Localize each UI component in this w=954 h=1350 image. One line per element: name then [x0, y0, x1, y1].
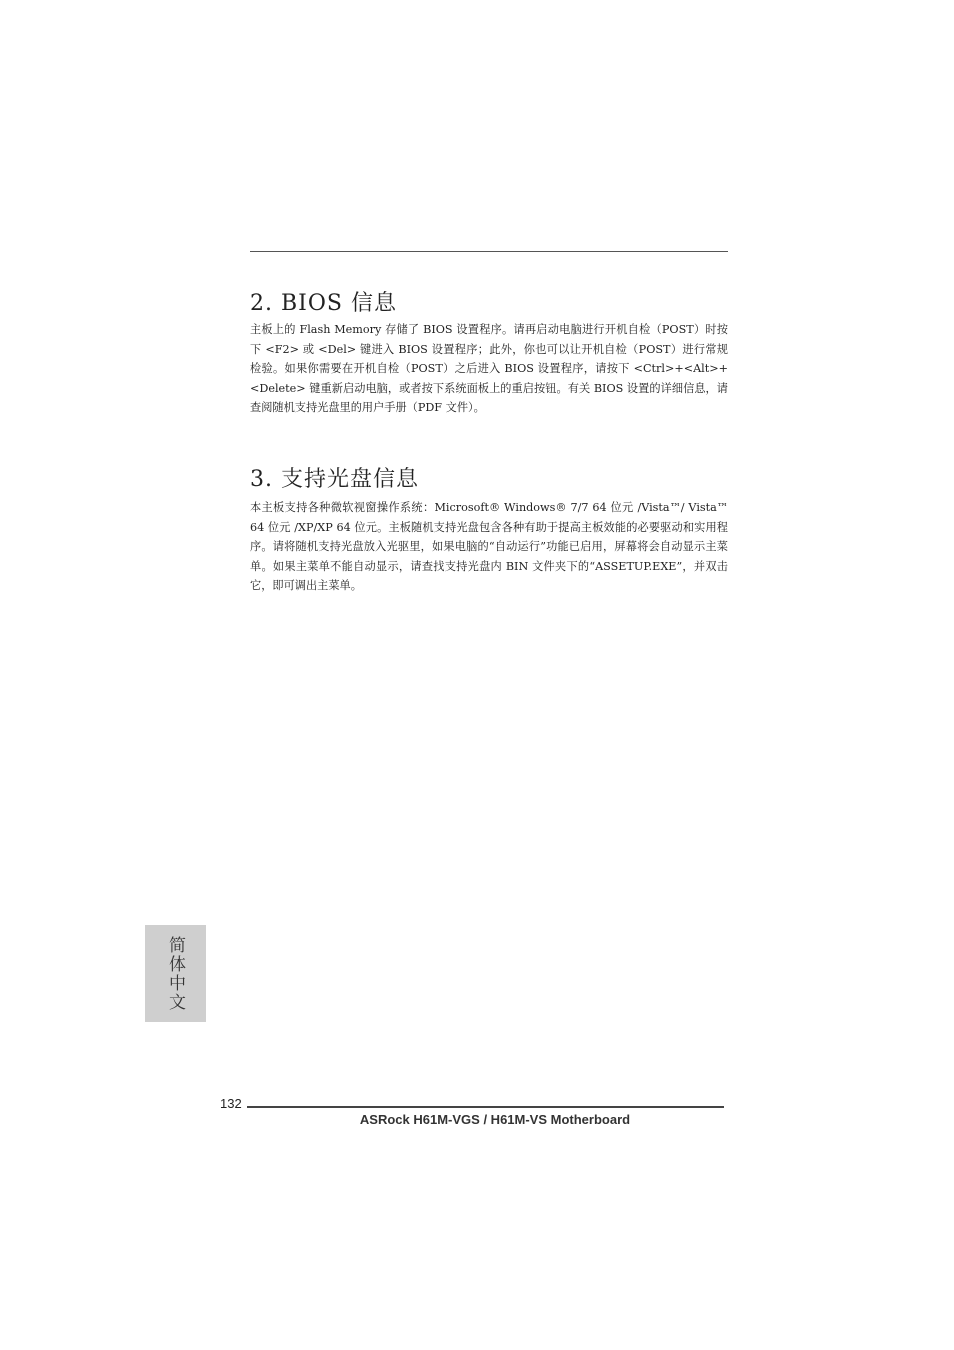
- section-body-bios: 主板上的 Flash Memory 存储了 BIOS 设置程序。请再启动电脑进行开机自检（POST）时按下 <F2> 或 <Del> 键进入 BIOS 设置程序；此外，你也可以让开机自检（POST）进行常规检验。如果你需要在开机自检（POST）之后进入 BIOS 设置程序，请按下 <Ctrl>+<Alt>+<Delete> 键重新启动电脑，或者按下系统面板上的重启按钮。有关 BIOS 设置的详细信息，请查阅随机支持光盘里的用户手册（PDF 文件）。: [250, 323, 728, 414]
- section-title-bios: 2. BIOS 信息: [250, 291, 397, 316]
- section-body-support-cd: 本主板支持各种微软视窗操作系统：Microsoft® Windows® 7/7 64 位元 /Vista™/ Vista™ 64 位元 /XP/XP 64 位元。主板随机支持光盘包含各种有助于提高主板效能的必要驱动和实用程序。请将随机支持光盘放入光驱里，如果电脑的“自动运行”功能已启用，屏幕将会自动显示主菜单。如果主菜单不能自动显示，请查找支持光盘内 BIN 文件夹下的“ASSETUP.EXE”，并双击它，即可调出主菜单。: [250, 501, 728, 592]
- language-tab-label: 简体中文: [165, 935, 185, 1012]
- language-tab: [145, 925, 206, 1022]
- header-rule: [250, 251, 728, 252]
- footer-rule: [247, 1106, 724, 1108]
- section-title-support-cd: 3. 支持光盘信息: [250, 467, 419, 492]
- page-number: 132: [220, 1096, 242, 1111]
- footer-product-name: ASRock H61M-VGS / H61M-VS Motherboard: [359, 1112, 631, 1127]
